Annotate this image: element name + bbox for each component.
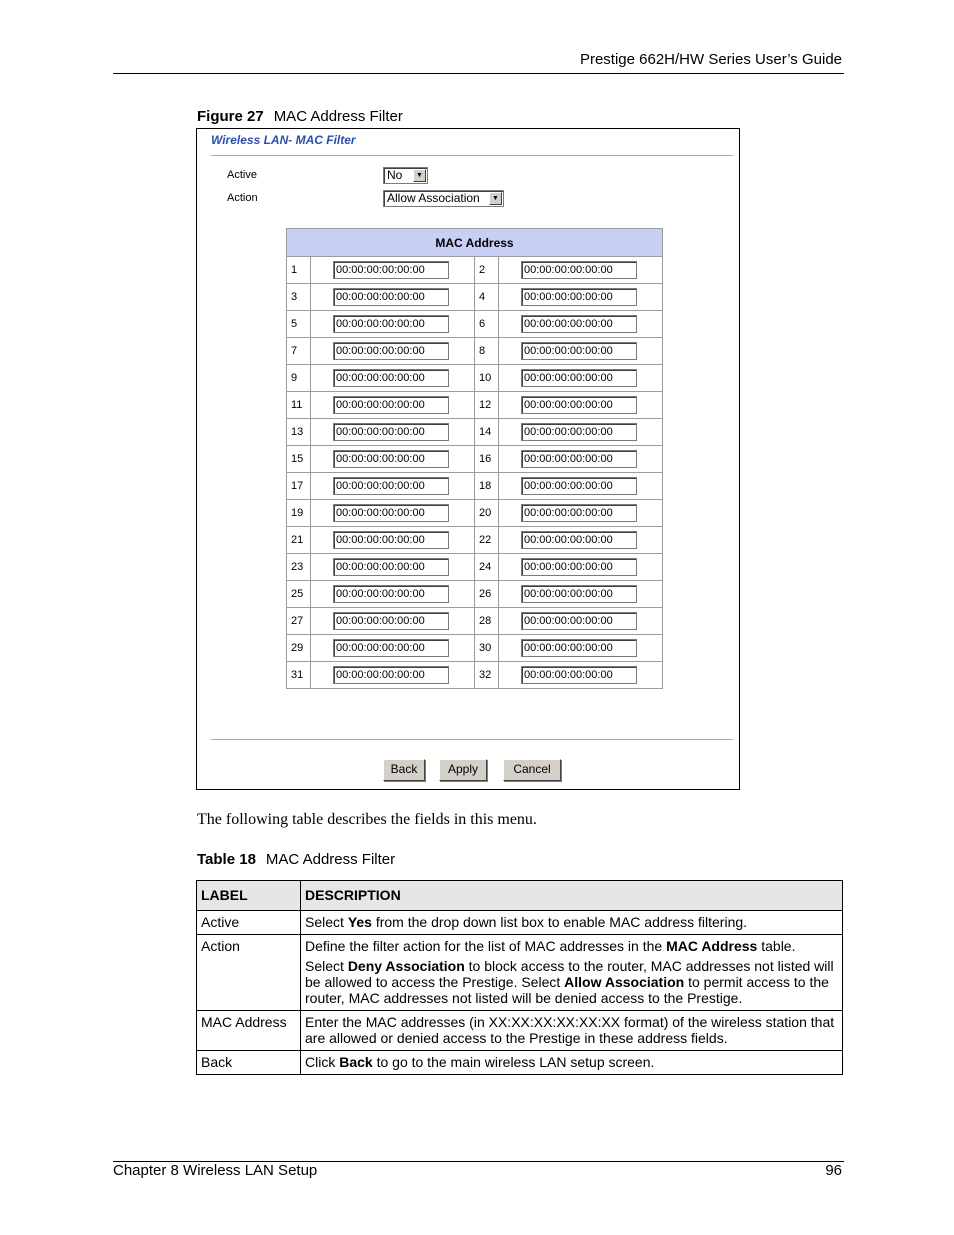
mac-index: 24: [475, 554, 499, 581]
mac-index: 5: [287, 311, 311, 338]
mac-index: 32: [475, 662, 499, 689]
mac-field-cell: [499, 338, 663, 365]
mac-field-cell: [499, 419, 663, 446]
mac-address-input[interactable]: 00:00:00:00:00:00: [333, 261, 449, 279]
mac-address-input[interactable]: 00:00:00:00:00:00: [521, 369, 637, 387]
running-header: Prestige 662H/HW Series User’s Guide: [579, 51, 842, 68]
mac-index: 16: [475, 446, 499, 473]
mac-field-cell: [499, 662, 663, 689]
mac-field-cell: [499, 446, 663, 473]
mac-address-input[interactable]: 00:00:00:00:00:00: [333, 558, 449, 576]
mac-field-cell: [311, 338, 475, 365]
mac-address-input[interactable]: 00:00:00:00:00:00: [333, 504, 449, 522]
mac-field-cell: [311, 473, 475, 500]
mac-filter-screenshot: [196, 128, 740, 790]
mac-address-input[interactable]: 00:00:00:00:00:00: [521, 288, 637, 306]
cancel-button[interactable]: Cancel: [503, 759, 561, 781]
mac-field-cell: [311, 554, 475, 581]
mac-index: 25: [287, 581, 311, 608]
mac-address-input[interactable]: 00:00:00:00:00:00: [521, 639, 637, 657]
mac-address-input[interactable]: 00:00:00:00:00:00: [333, 639, 449, 657]
mac-address-input[interactable]: 00:00:00:00:00:00: [333, 315, 449, 333]
table-row: [197, 1051, 843, 1075]
mac-index: 14: [475, 419, 499, 446]
mac-field-cell: [311, 284, 475, 311]
mac-address-input[interactable]: 00:00:00:00:00:00: [521, 450, 637, 468]
row-description: Click Back to go to the main wireless LAN setup screen.: [301, 1051, 843, 1075]
active-label: Active: [227, 169, 257, 181]
table-row: [287, 500, 663, 527]
table-row: [287, 581, 663, 608]
mac-address-input[interactable]: 00:00:00:00:00:00: [521, 504, 637, 522]
mac-address-input[interactable]: 00:00:00:00:00:00: [521, 585, 637, 603]
mac-index: 4: [475, 284, 499, 311]
mac-index: 21: [287, 527, 311, 554]
mac-index: 6: [475, 311, 499, 338]
mac-index: 22: [475, 527, 499, 554]
table-row: [287, 392, 663, 419]
mac-index: 30: [475, 635, 499, 662]
row-description: Enter the MAC addresses (in XX:XX:XX:XX:XX:XX format) of the wireless station that are allowed or denied access to the Prestige in these address fields.: [301, 1011, 843, 1051]
mac-address-input[interactable]: 00:00:00:00:00:00: [521, 666, 637, 684]
mac-index: 15: [287, 446, 311, 473]
mac-field-cell: [311, 311, 475, 338]
table-row: [197, 911, 843, 935]
mac-address-table: [286, 228, 663, 689]
active-select[interactable]: [383, 167, 428, 184]
table-row: [197, 935, 843, 1011]
bottom-divider: [211, 739, 733, 743]
table-row: [287, 554, 663, 581]
table-row: [287, 635, 663, 662]
action-label: Action: [227, 192, 258, 204]
mac-index: 28: [475, 608, 499, 635]
chevron-down-icon[interactable]: ▼: [489, 192, 502, 205]
chevron-down-icon[interactable]: ▼: [413, 169, 426, 182]
mac-field-cell: [311, 662, 475, 689]
mac-index: 13: [287, 419, 311, 446]
back-button[interactable]: Back: [383, 759, 425, 781]
mac-field-cell: [311, 257, 475, 284]
table-caption: [197, 851, 395, 868]
mac-field-cell: [311, 446, 475, 473]
mac-index: 12: [475, 392, 499, 419]
mac-field-cell: [499, 608, 663, 635]
table-row: [287, 338, 663, 365]
row-description: Define the filter action for the list of MAC addresses in the MAC Address table. Select Deny Association to block access to the router, MAC addresses not listed will be allowed to access the Prestige. Select Allow Association to permit access to the router, MAC addresses not listed will be denied access to the Prestige.: [301, 935, 843, 1011]
apply-button[interactable]: Apply: [439, 759, 487, 781]
mac-address-input[interactable]: 00:00:00:00:00:00: [333, 342, 449, 360]
mac-address-input[interactable]: 00:00:00:00:00:00: [521, 396, 637, 414]
header-rule: [113, 73, 844, 74]
mac-field-cell: [499, 527, 663, 554]
table-row: [197, 1011, 843, 1051]
mac-field-cell: [499, 473, 663, 500]
mac-index: 10: [475, 365, 499, 392]
table-row: [287, 473, 663, 500]
table-row: [287, 419, 663, 446]
figure-caption: [197, 108, 403, 125]
action-select[interactable]: [383, 190, 504, 207]
body-paragraph: The following table describes the fields in this menu.: [197, 811, 537, 828]
mac-index: 26: [475, 581, 499, 608]
mac-address-input[interactable]: 00:00:00:00:00:00: [333, 423, 449, 441]
figure-title: MAC Address Filter: [273, 108, 403, 125]
mac-field-cell: [311, 527, 475, 554]
mac-field-cell: [499, 392, 663, 419]
mac-field-cell: [499, 311, 663, 338]
action-select-value: Allow Association: [387, 191, 480, 205]
row-label: Back: [197, 1051, 301, 1075]
mac-address-input[interactable]: 00:00:00:00:00:00: [333, 450, 449, 468]
mac-field-cell: [499, 581, 663, 608]
mac-address-input[interactable]: 00:00:00:00:00:00: [521, 612, 637, 630]
mac-field-cell: [311, 392, 475, 419]
table-label: Table 18: [197, 851, 256, 868]
mac-table-header: MAC Address: [287, 229, 663, 257]
table-row: [287, 608, 663, 635]
mac-field-cell: [311, 419, 475, 446]
mac-field-cell: [499, 365, 663, 392]
row-description: Select Yes from the drop down list box to enable MAC address filtering.: [301, 911, 843, 935]
mac-field-cell: [499, 635, 663, 662]
table-row: [287, 365, 663, 392]
mac-address-input[interactable]: 00:00:00:00:00:00: [521, 477, 637, 495]
mac-index: 20: [475, 500, 499, 527]
mac-field-cell: [499, 500, 663, 527]
table-row: [287, 284, 663, 311]
mac-index: 7: [287, 338, 311, 365]
mac-field-cell: [311, 581, 475, 608]
mac-address-input[interactable]: 00:00:00:00:00:00: [333, 477, 449, 495]
mac-address-input[interactable]: 00:00:00:00:00:00: [521, 342, 637, 360]
mac-index: 23: [287, 554, 311, 581]
mac-address-input[interactable]: 00:00:00:00:00:00: [521, 558, 637, 576]
mac-index: 2: [475, 257, 499, 284]
mac-index: 1: [287, 257, 311, 284]
mac-address-input[interactable]: 00:00:00:00:00:00: [521, 531, 637, 549]
mac-address-input[interactable]: 00:00:00:00:00:00: [333, 585, 449, 603]
mac-address-input[interactable]: 00:00:00:00:00:00: [333, 612, 449, 630]
mac-address-input[interactable]: 00:00:00:00:00:00: [333, 288, 449, 306]
mac-address-input[interactable]: 00:00:00:00:00:00: [333, 666, 449, 684]
table-title: MAC Address Filter: [265, 851, 396, 868]
table-row: [287, 446, 663, 473]
row-label: Action: [197, 935, 301, 1011]
field-description-table: [196, 880, 843, 1075]
row-label: MAC Address: [197, 1011, 301, 1051]
mac-index: 29: [287, 635, 311, 662]
footer-chapter: Chapter 8 Wireless LAN Setup: [113, 1162, 318, 1179]
mac-index: 8: [475, 338, 499, 365]
table-row: [287, 257, 663, 284]
figure-label: Figure 27: [197, 108, 264, 125]
mac-address-input[interactable]: 00:00:00:00:00:00: [521, 315, 637, 333]
mac-field-cell: [499, 284, 663, 311]
mac-index: 19: [287, 500, 311, 527]
mac-field-cell: [311, 500, 475, 527]
mac-address-input[interactable]: 00:00:00:00:00:00: [333, 396, 449, 414]
active-select-value: No: [387, 168, 403, 182]
mac-index: 9: [287, 365, 311, 392]
mac-index: 3: [287, 284, 311, 311]
mac-field-cell: [311, 365, 475, 392]
column-header-label: LABEL: [197, 881, 301, 911]
screen-title: Wireless LAN- MAC Filter: [211, 133, 356, 147]
mac-field-cell: [311, 635, 475, 662]
mac-address-input[interactable]: 00:00:00:00:00:00: [521, 261, 637, 279]
row-label: Active: [197, 911, 301, 935]
mac-index: 17: [287, 473, 311, 500]
mac-index: 31: [287, 662, 311, 689]
table-row: [287, 311, 663, 338]
column-header-description: DESCRIPTION: [301, 881, 843, 911]
mac-address-input[interactable]: 00:00:00:00:00:00: [333, 531, 449, 549]
mac-index: 11: [287, 392, 311, 419]
page-number: 96: [825, 1162, 842, 1179]
mac-field-cell: [499, 554, 663, 581]
mac-index: 18: [475, 473, 499, 500]
table-row: [287, 527, 663, 554]
mac-address-input[interactable]: 00:00:00:00:00:00: [521, 423, 637, 441]
mac-address-input[interactable]: 00:00:00:00:00:00: [333, 369, 449, 387]
mac-index: 27: [287, 608, 311, 635]
mac-field-cell: [499, 257, 663, 284]
mac-field-cell: [311, 608, 475, 635]
table-row: [287, 662, 663, 689]
title-divider: [211, 155, 733, 159]
